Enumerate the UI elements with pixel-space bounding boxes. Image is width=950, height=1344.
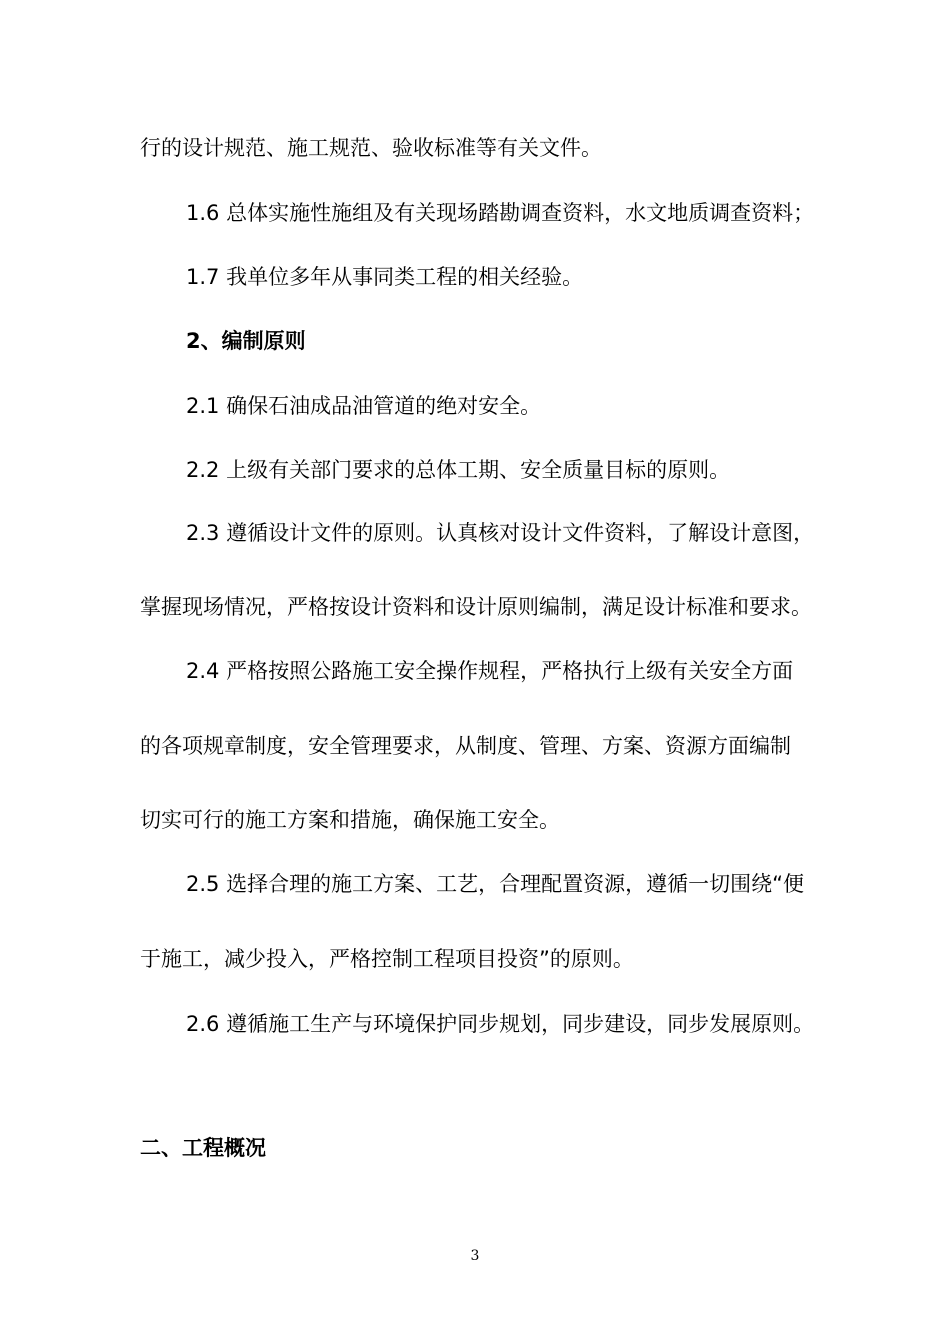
paragraph-2-5-continuation: 于施工，减少投入，严格控制工程项目投资”的原则。 bbox=[140, 947, 634, 971]
paragraph-2-4-continuation-1: 的各项规章制度，安全管理要求，从制度、管理、方案、资源方面编制 bbox=[140, 734, 791, 758]
paragraph-2-5: 2.5 选择合理的施工方案、工艺，合理配置资源，遵循一切围绕“便 bbox=[186, 872, 804, 896]
page-number: 3 bbox=[470, 1248, 480, 1264]
paragraph-2-6: 2.6 遵循施工生产与环境保护同步规划，同步建设，同步发展原则。 bbox=[186, 1012, 815, 1036]
chapter-heading-project-overview: 二、工程概况 bbox=[140, 1136, 266, 1160]
paragraph-2-3: 2.3 遵循设计文件的原则。认真核对设计文件资料，了解设计意图， bbox=[186, 521, 815, 545]
section-heading-compilation-principles: 2、编制原则 bbox=[186, 329, 306, 353]
paragraph-2-2: 2.2 上级有关部门要求的总体工期、安全质量目标的原则。 bbox=[186, 458, 731, 482]
paragraph-2-1: 2.1 确保石油成品油管道的绝对安全。 bbox=[186, 394, 542, 418]
paragraph-line: 行的设计规范、施工规范、验收标准等有关文件。 bbox=[140, 136, 602, 160]
paragraph-2-4: 2.4 严格按照公路施工安全操作规程，严格执行上级有关安全方面 bbox=[186, 659, 794, 683]
paragraph-2-3-continuation: 掌握现场情况，严格按设计资料和设计原则编制，满足设计标准和要求。 bbox=[140, 595, 812, 619]
paragraph-1-7: 1.7 我单位多年从事同类工程的相关经验。 bbox=[186, 265, 584, 289]
paragraph-1-6: 1.6 总体实施性施组及有关现场踏勘调查资料，水文地质调查资料； bbox=[186, 201, 815, 225]
paragraph-2-4-continuation-2: 切实可行的施工方案和措施，确保施工安全。 bbox=[140, 808, 560, 832]
